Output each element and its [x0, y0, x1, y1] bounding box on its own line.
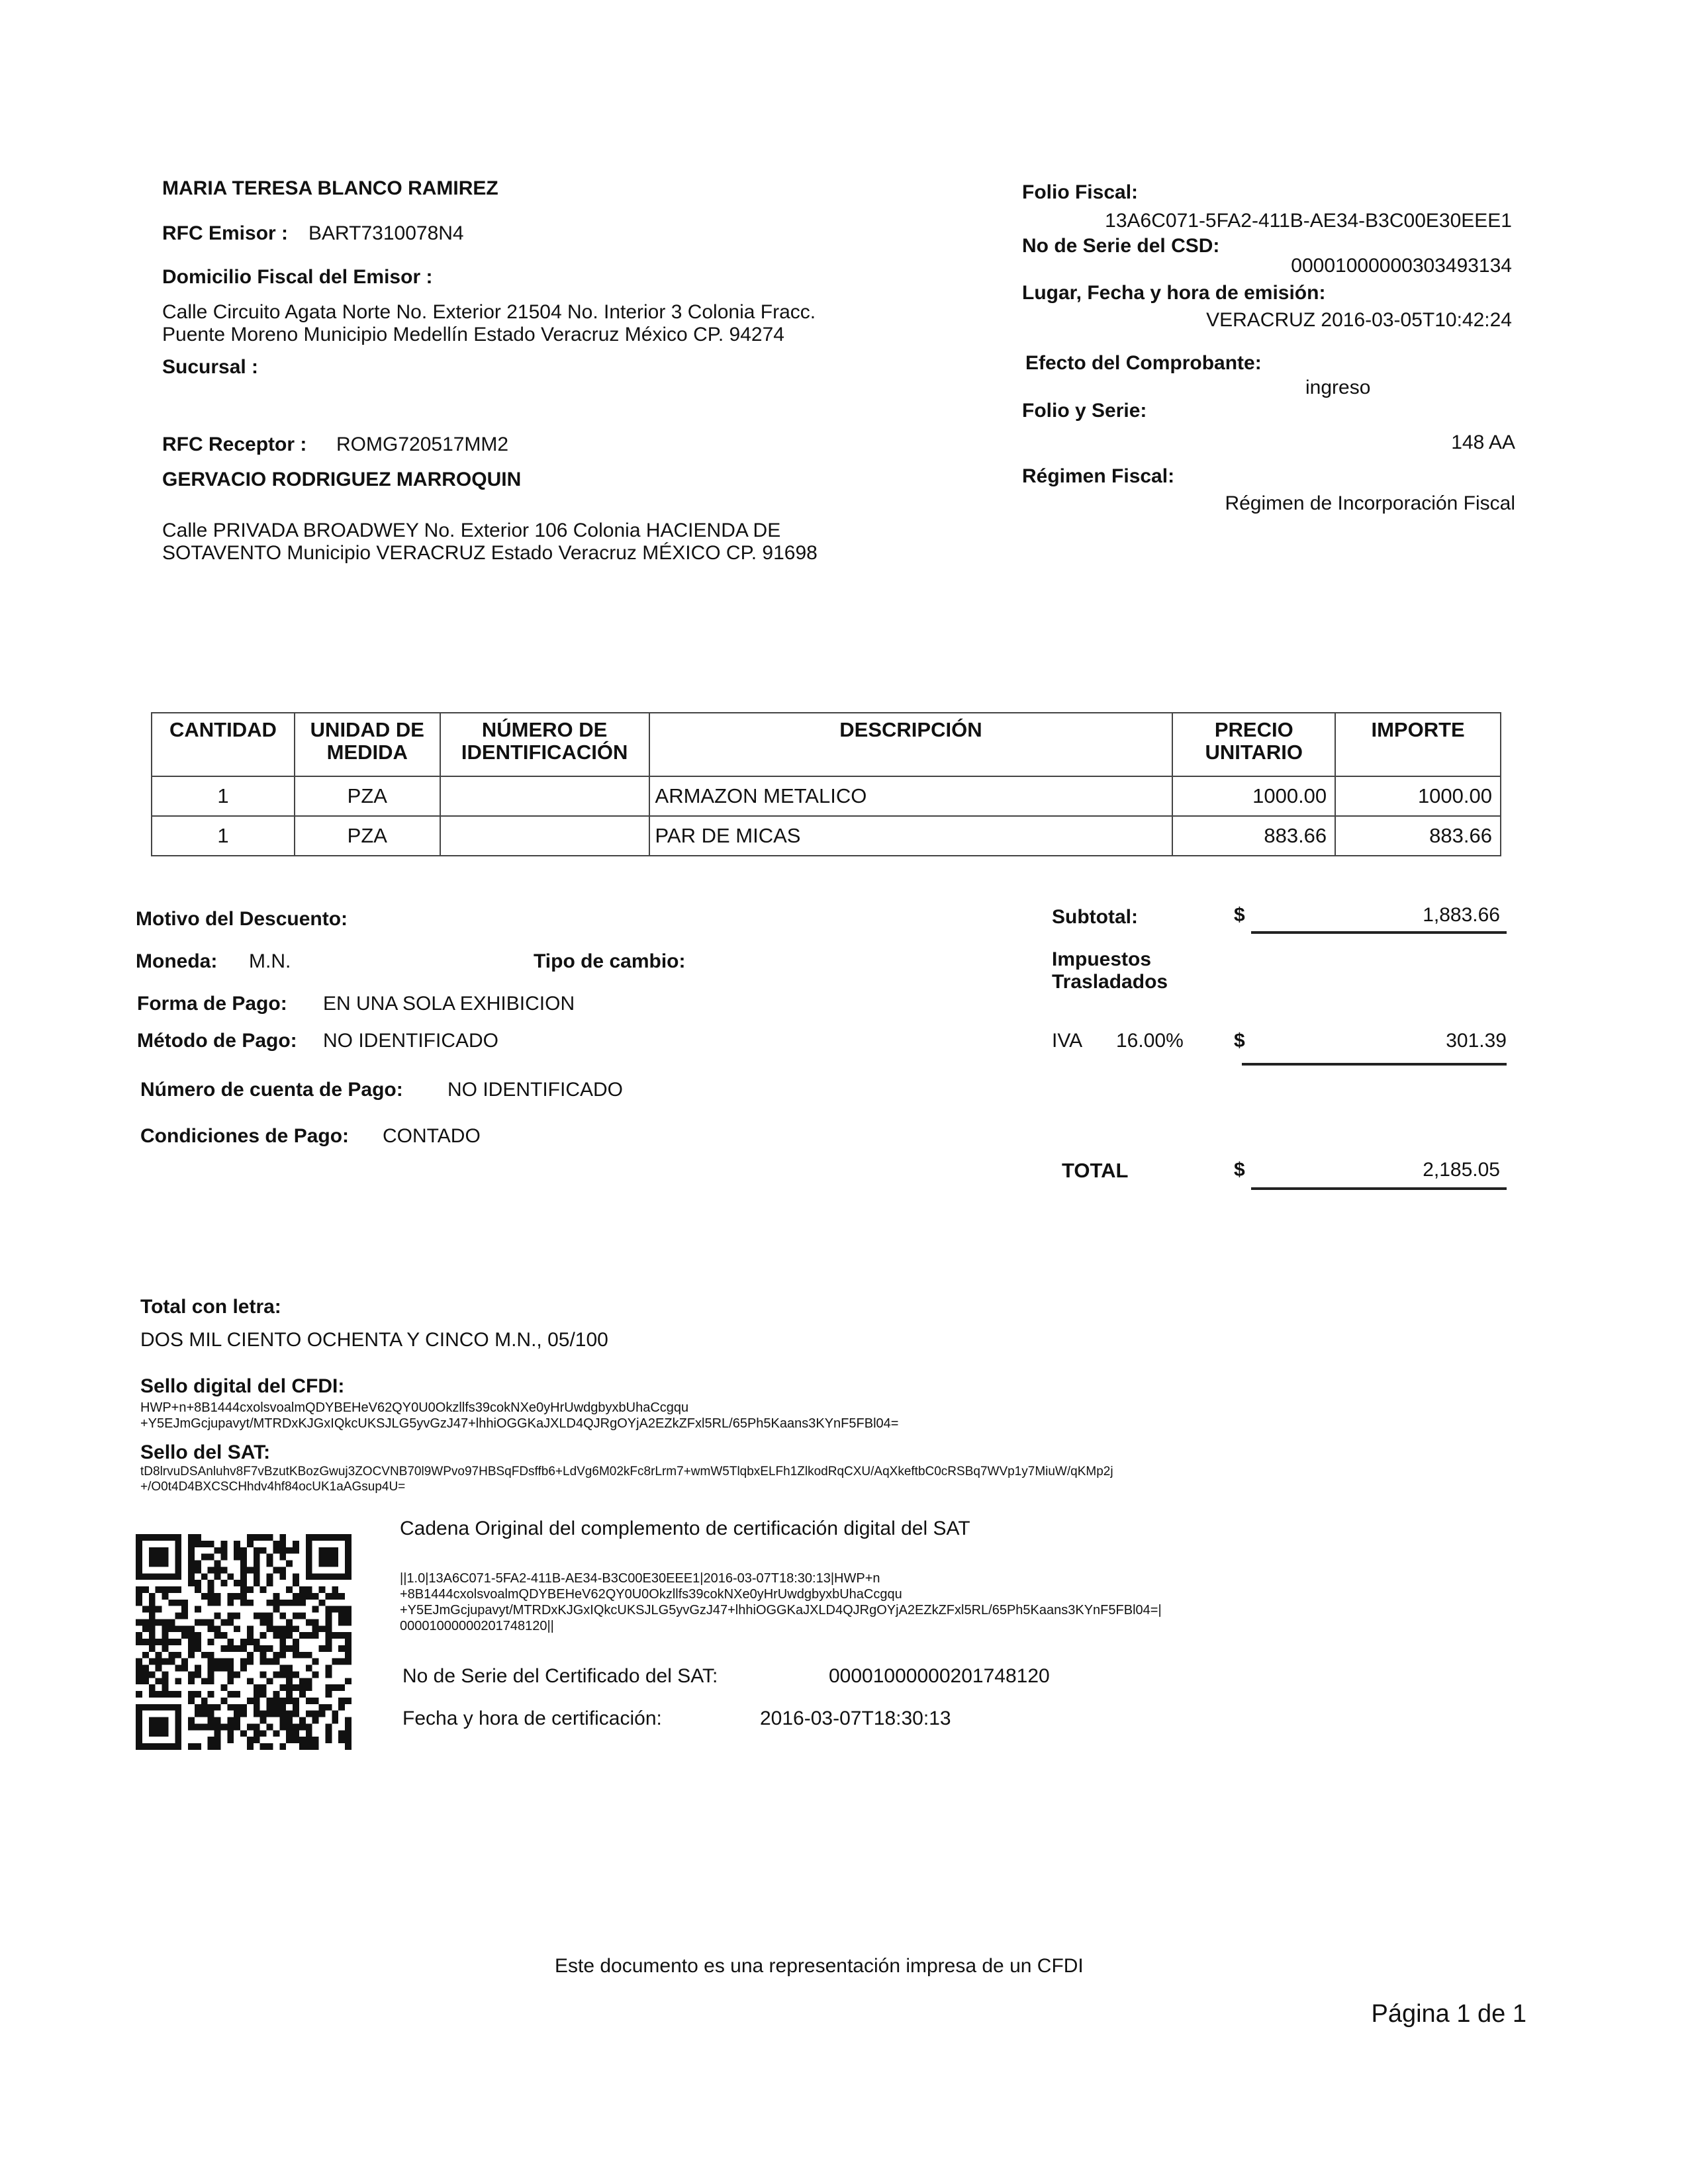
total-underline	[1251, 1187, 1507, 1190]
impuestos-label-line-2: Trasladados	[1052, 971, 1168, 993]
fecha-certificacion-label: Fecha y hora de certificación:	[402, 1707, 662, 1729]
cell-importe: 1000.00	[1335, 776, 1501, 816]
header-cantidad-text: CANTIDAD	[169, 718, 277, 741]
qr-code-icon	[136, 1534, 352, 1750]
folio-fiscal-value: 13A6C071-5FA2-411B-AE34-B3C00E30EEE1	[1105, 210, 1512, 232]
header-numero-line-1: NÚMERO DE	[481, 718, 608, 741]
header-descripcion	[649, 713, 1173, 776]
iva-rate: 16.00%	[1116, 1030, 1184, 1052]
receptor-name: GERVACIO RODRIGUEZ MARROQUIN	[162, 469, 522, 490]
header-cantidad	[152, 713, 295, 776]
total-letra-value: DOS MIL CIENTO OCHENTA Y CINCO M.N., 05/100	[140, 1329, 608, 1351]
cell-descripcion: ARMAZON METALICO	[649, 776, 1173, 816]
header-numero-line-2: IDENTIFICACIÓN	[461, 741, 628, 764]
impuestos-label-line-1: Impuestos	[1052, 948, 1152, 970]
cell-precio: 883.66	[1172, 816, 1335, 856]
cell-precio: 1000.00	[1172, 776, 1335, 816]
footer-note: Este documento es una representación impresa de un CFDI	[555, 1955, 1084, 1977]
cell-numero	[440, 816, 649, 856]
subtotal-currency: $	[1234, 904, 1245, 926]
regimen-value: Régimen de Incorporación Fiscal	[1225, 492, 1515, 514]
folio-serie-label: Folio y Serie:	[1022, 400, 1147, 422]
table-row	[152, 816, 1501, 856]
receptor-address-line-1: Calle PRIVADA BROADWEY No. Exterior 106 Colonia HACIENDA DE	[162, 520, 781, 541]
total-value: 2,185.05	[1423, 1159, 1500, 1181]
cell-cantidad: 1	[152, 776, 295, 816]
cell-descripcion: PAR DE MICAS	[649, 816, 1173, 856]
header-numero	[440, 713, 649, 776]
header-importe-text: IMPORTE	[1371, 718, 1465, 741]
cell-unidad: PZA	[295, 776, 440, 816]
moneda-label: Moneda:	[136, 950, 218, 972]
rfc-receptor-label: RFC Receptor :	[162, 433, 307, 455]
cell-numero	[440, 776, 649, 816]
forma-pago-label: Forma de Pago:	[137, 993, 287, 1015]
cadena-line-2: +8B1444cxolsvoalmQDYBEHeV62QY0U0Okzllfs39cokNXe0yHrUwdgbyxbUhaCcgqu	[400, 1587, 902, 1602]
serie-certificado-value: 00001000000201748120	[829, 1665, 1050, 1687]
fecha-certificacion-value: 2016-03-07T18:30:13	[760, 1707, 951, 1729]
domicilio-label: Domicilio Fiscal del Emisor :	[162, 266, 433, 288]
efecto-label: Efecto del Comprobante:	[1025, 352, 1262, 374]
page-number: Página 1 de 1	[1371, 2000, 1526, 2028]
domicilio-line-1: Calle Circuito Agata Norte No. Exterior 21504 No. Interior 3 Colonia Fracc.	[162, 301, 816, 323]
iva-value: 301.39	[1446, 1030, 1507, 1052]
moneda-value: M.N.	[249, 950, 291, 972]
sello-sat-label: Sello del SAT:	[140, 1441, 271, 1463]
header-precio-line-1: PRECIO	[1214, 718, 1293, 741]
cadena-line-4: 00001000000201748120||	[400, 1619, 554, 1633]
header-precio	[1172, 713, 1335, 776]
sello-cfdi-line-1: HWP+n+8B1444cxolsvoalmQDYBEHeV62QY0U0Okzllfs39cokNXe0yHrUwdgbyxbUhaCcgqu	[140, 1400, 689, 1415]
total-currency: $	[1234, 1159, 1245, 1181]
header-unidad-line-1: UNIDAD DE	[310, 718, 424, 741]
condiciones-pago-label: Condiciones de Pago:	[140, 1125, 350, 1147]
header-unidad	[295, 713, 440, 776]
serie-csd-label: No de Serie del CSD:	[1022, 235, 1220, 257]
folio-serie-value: 148 AA	[1451, 432, 1515, 453]
cadena-line-3: +Y5EJmGcjupavyt/MTRDxKJGxIQkcUKSJLG5yvGzJ47+lhhiOGGKaJXLD4QJRgOYjA2EZkZFxl5RL/65Ph5Kaans3KYnF5FBl04=|	[400, 1603, 1162, 1617]
serie-csd-value: 00001000000303493134	[1291, 255, 1512, 277]
rfc-receptor-value: ROMG720517MM2	[336, 433, 509, 455]
lugar-fecha-label: Lugar, Fecha y hora de emisión:	[1022, 282, 1326, 304]
header-precio-line-2: UNITARIO	[1205, 741, 1303, 764]
motivo-descuento-label: Motivo del Descuento:	[136, 908, 348, 930]
sucursal-label: Sucursal :	[162, 356, 259, 378]
iva-underline	[1242, 1063, 1507, 1066]
regimen-label: Régimen Fiscal:	[1022, 465, 1175, 487]
rfc-emisor-label: RFC Emisor :	[162, 222, 289, 244]
rfc-emisor-value: BART7310078N4	[308, 222, 464, 244]
cadena-title: Cadena Original del complemento de certificación digital del SAT	[400, 1518, 970, 1539]
header-descripcion-text: DESCRIPCIÓN	[839, 718, 982, 741]
iva-currency: $	[1234, 1030, 1245, 1052]
sello-cfdi-line-2: +Y5EJmGcjupavyt/MTRDxKJGxIQkcUKSJLG5yvGzJ47+lhhiOGGKaJXLD4QJRgOYjA2EZkZFxl5RL/65Ph5Kaans3KYnF5FBl04=	[140, 1416, 899, 1431]
items-table	[151, 712, 1501, 856]
forma-pago-value: EN UNA SOLA EXHIBICION	[323, 993, 575, 1015]
folio-fiscal-label: Folio Fiscal:	[1022, 181, 1139, 203]
total-letra-label: Total con letra:	[140, 1296, 281, 1318]
lugar-fecha-value: VERACRUZ 2016-03-05T10:42:24	[1206, 309, 1512, 331]
cadena-line-1: ||1.0|13A6C071-5FA2-411B-AE34-B3C00E30EEE1|2016-03-07T18:30:13|HWP+n	[400, 1571, 880, 1586]
emisor-name: MARIA TERESA BLANCO RAMIREZ	[162, 177, 498, 199]
table-row	[152, 776, 1501, 816]
efecto-value: ingreso	[1305, 377, 1371, 398]
subtotal-label: Subtotal:	[1052, 906, 1138, 928]
header-importe	[1335, 713, 1501, 776]
header-unidad-line-2: MEDIDA	[326, 741, 408, 764]
cell-cantidad: 1	[152, 816, 295, 856]
items-header-row	[152, 713, 1501, 776]
sello-sat-line-1: tD8lrvuDSAnluhv8F7vBzutKBozGwuj3ZOCVNB70l9WPvo97HBSqFDsffb6+LdVg6M02kFc8rLrm7+wmW5TlqbxELFh1ZlkodRqCXU/AqXkeftbC0cRSBq7WVp1y7MiuW/qKMp2j	[140, 1465, 1113, 1479]
iva-label: IVA	[1052, 1030, 1083, 1052]
subtotal-value: 1,883.66	[1423, 904, 1500, 926]
serie-certificado-label: No de Serie del Certificado del SAT:	[402, 1665, 718, 1687]
condiciones-pago-value: CONTADO	[383, 1125, 481, 1147]
tipo-cambio-label: Tipo de cambio:	[534, 950, 686, 972]
cuenta-pago-label: Número de cuenta de Pago:	[140, 1079, 403, 1101]
sello-cfdi-label: Sello digital del CFDI:	[140, 1375, 345, 1397]
domicilio-line-2: Puente Moreno Municipio Medellín Estado Veracruz México CP. 94274	[162, 324, 784, 345]
cuenta-pago-value: NO IDENTIFICADO	[447, 1079, 624, 1101]
cell-importe: 883.66	[1335, 816, 1501, 856]
sello-sat-line-2: +/O0t4D4BXCSCHhdv4hf84ocUK1aAGsup4U=	[140, 1480, 406, 1494]
subtotal-underline	[1251, 931, 1507, 934]
receptor-address-line-2: SOTAVENTO Municipio VERACRUZ Estado Veracruz MÉXICO CP. 91698	[162, 542, 818, 564]
total-label: TOTAL	[1062, 1159, 1129, 1182]
cell-unidad: PZA	[295, 816, 440, 856]
metodo-pago-label: Método de Pago:	[137, 1030, 297, 1052]
metodo-pago-value: NO IDENTIFICADO	[323, 1030, 499, 1052]
